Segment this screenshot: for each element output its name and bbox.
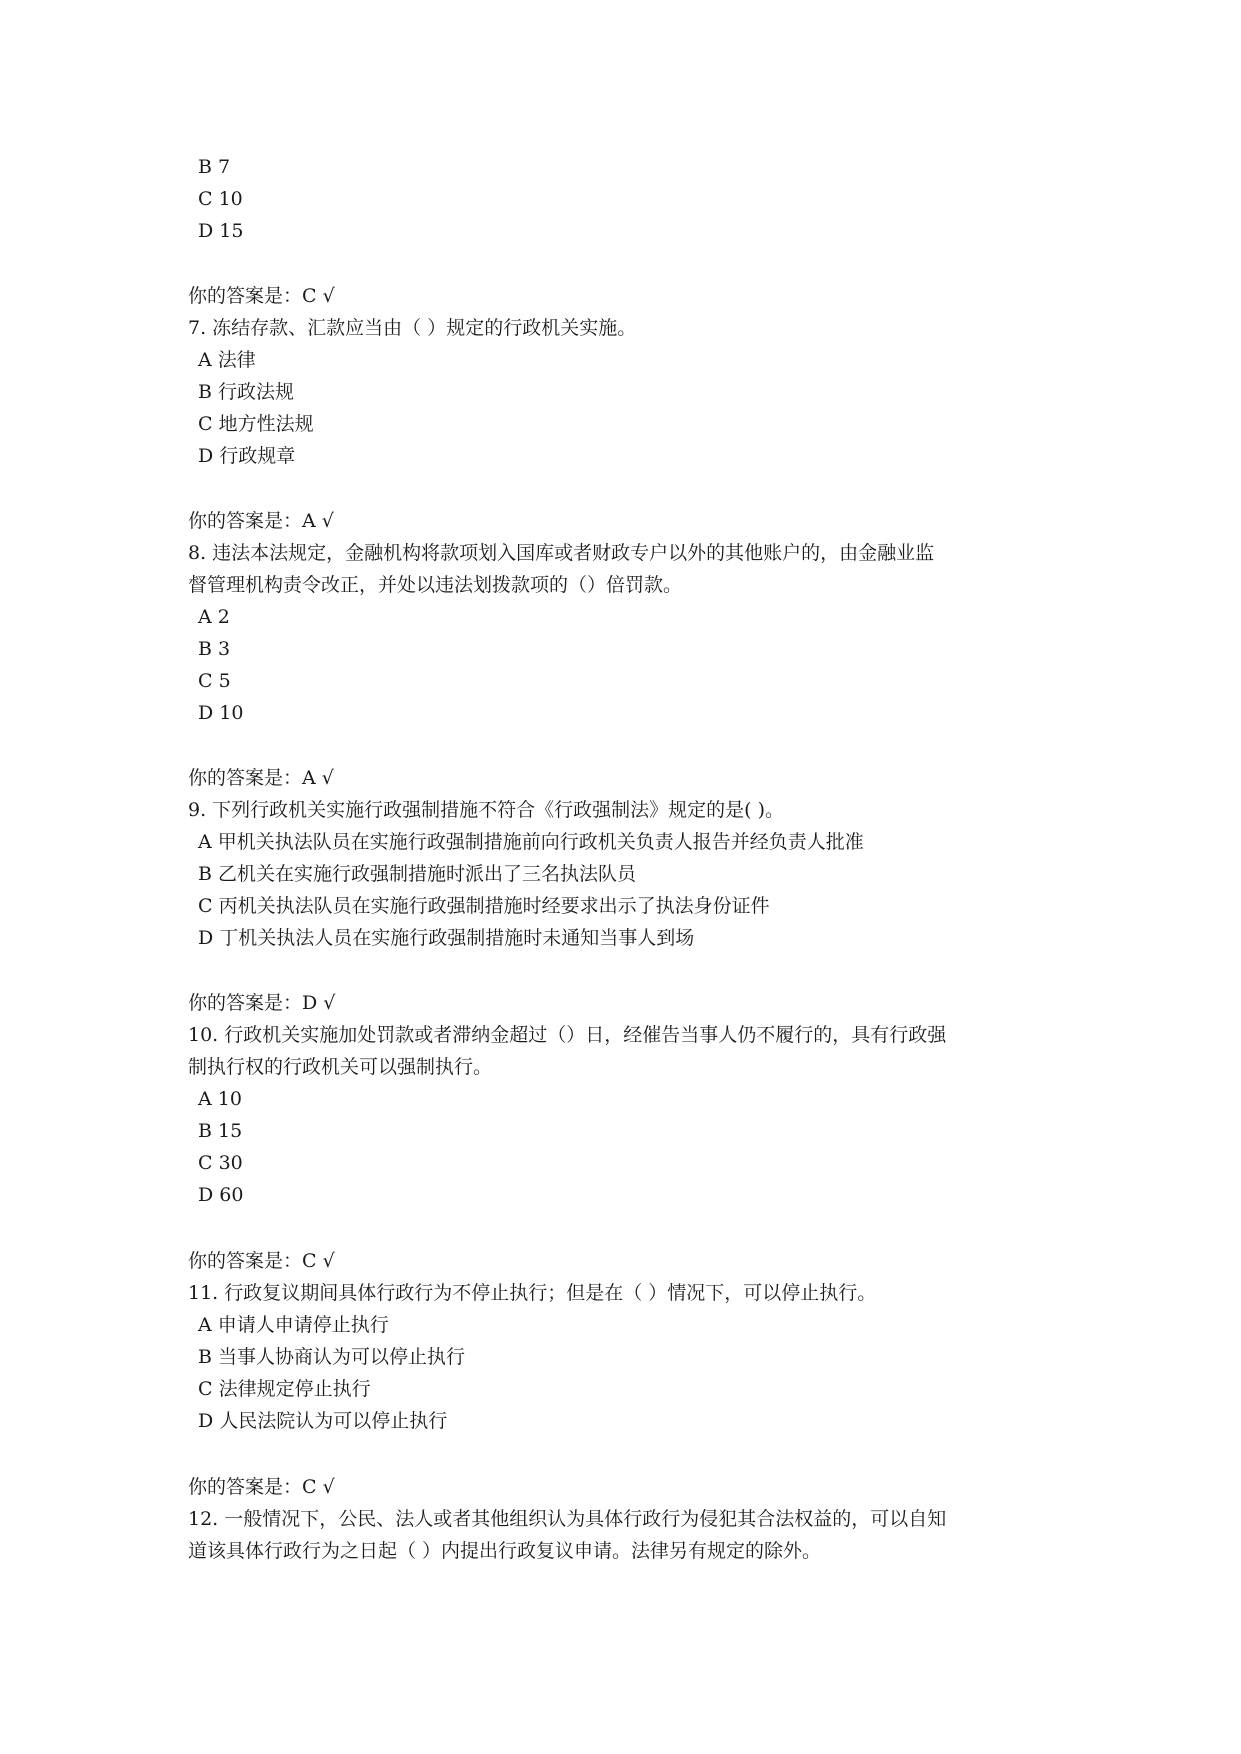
option-d: D 15: [198, 220, 244, 242]
question-10-cont: 制执行权的行政机关可以强制执行。: [188, 1056, 493, 1078]
option-c: C 法律规定停止执行: [198, 1378, 371, 1400]
option-b: B 当事人协商认为可以停止执行: [198, 1346, 466, 1368]
question-7: 7. 冻结存款、汇款应当由（ ）规定的行政机关实施。: [188, 317, 637, 339]
option-c: C 丙机关执法队员在实施行政强制措施时经要求出示了执法身份证件: [198, 895, 770, 917]
option-c: C 地方性法规: [198, 413, 314, 435]
option-a: A 10: [198, 1088, 242, 1110]
option-a: A 甲机关执法队员在实施行政强制措施前向行政机关负责人报告并经负责人批准: [198, 831, 864, 853]
option-d: D 行政规章: [198, 445, 296, 467]
option-a: A 申请人申请停止执行: [198, 1314, 389, 1336]
option-b: B 7: [198, 156, 231, 178]
option-d: D 10: [198, 702, 244, 724]
question-10: 10. 行政机关实施加处罚款或者滞纳金超过（）日，经催告当事人仍不履行的，具有行政强: [188, 1024, 947, 1046]
option-c: C 5: [198, 670, 231, 692]
answer-line: 你的答案是：A √: [188, 767, 334, 789]
question-8: 8. 违法本法规定，金融机构将款项划入国库或者财政专户以外的其他账户的，由金融业监: [188, 542, 935, 564]
option-c: C 10: [198, 188, 243, 210]
question-9: 9. 下列行政机关实施行政强制措施不符合《行政强制法》规定的是( )。: [188, 799, 785, 821]
question-11: 11. 行政复议期间具体行政行为不停止执行；但是在（ ）情况下，可以停止执行。: [188, 1282, 877, 1304]
option-b: B 15: [198, 1120, 243, 1142]
answer-line: 你的答案是：A √: [188, 510, 334, 532]
question-12: 12. 一般情况下，公民、法人或者其他组织认为具体行政行为侵犯其合法权益的，可以自知: [188, 1508, 947, 1530]
option-d: D 60: [198, 1184, 244, 1206]
option-a: A 法律: [198, 349, 256, 371]
answer-line: 你的答案是：C √: [188, 1250, 335, 1272]
answer-line: 你的答案是：D √: [188, 992, 336, 1014]
option-b: B 行政法规: [198, 381, 295, 403]
option-b: B 3: [198, 638, 231, 660]
answer-line: 你的答案是：C √: [188, 1476, 335, 1498]
question-8-cont: 督管理机构责令改正，并处以违法划拨款项的（）倍罚款。: [188, 574, 683, 596]
option-c: C 30: [198, 1152, 243, 1174]
option-d: D 丁机关执法人员在实施行政强制措施时未通知当事人到场: [198, 927, 695, 949]
answer-line: 你的答案是：C √: [188, 285, 335, 307]
question-12-cont: 道该具体行政行为之日起（ ）内提出行政复议申请。法律另有规定的除外。: [188, 1540, 822, 1562]
option-a: A 2: [198, 606, 230, 628]
option-b: B 乙机关在实施行政强制措施时派出了三名执法队员: [198, 863, 637, 885]
option-d: D 人民法院认为可以停止执行: [198, 1410, 448, 1432]
